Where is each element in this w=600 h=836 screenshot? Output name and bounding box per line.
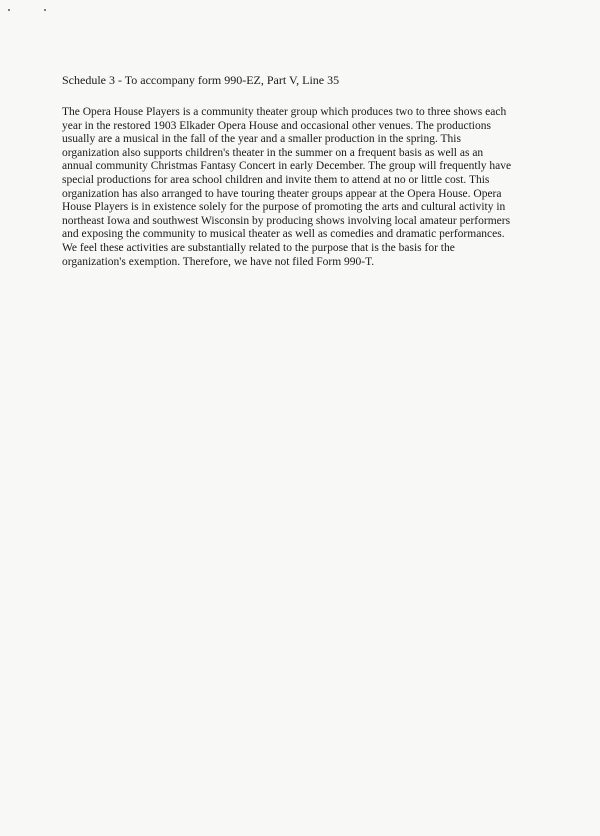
paragraph-line: year in the restored 1903 Elkader Opera House and occasional other venues. The productions <box>62 119 491 132</box>
paragraph-line: We feel these activities are substantially related to the purpose that is the basis for the <box>62 241 455 254</box>
paragraph-line: and exposing the community to musical theater as well as comedies and dramatic performances. <box>62 228 505 241</box>
paragraph-line: organization also supports children's theater in the summer on a frequent basis as well as an <box>62 146 484 159</box>
paragraph-line: annual community Christmas Fantasy Concert in early December. The group will frequently have <box>62 160 512 173</box>
paragraph-line: special productions for area school children and invite them to attend at no or little cost. This <box>62 173 490 186</box>
scan-speck <box>44 9 46 11</box>
paragraph-line: organization has also arranged to have touring theater groups appear at the Opera House. Opera <box>62 187 502 200</box>
paragraph-line: The Opera House Players is a community theater group which produces two to three shows each <box>62 106 507 118</box>
paragraph-line: northeast Iowa and southwest Wisconsin by producing shows involving local amateur performers <box>62 214 511 227</box>
schedule-body-paragraph <box>62 106 562 269</box>
paragraph-line: organization's exemption. Therefore, we have not filed Form 990-T. <box>62 255 375 268</box>
schedule-heading: Schedule 3 - To accompany form 990-EZ, Part V, Line 35 <box>62 73 340 87</box>
paragraph-line: usually are a musical in the fall of the year and a smaller production in the spring. This <box>62 133 461 146</box>
paragraph-line: House Players is in existence solely for the purpose of promoting the arts and cultural activity in <box>62 201 506 214</box>
scan-speck <box>8 9 10 11</box>
